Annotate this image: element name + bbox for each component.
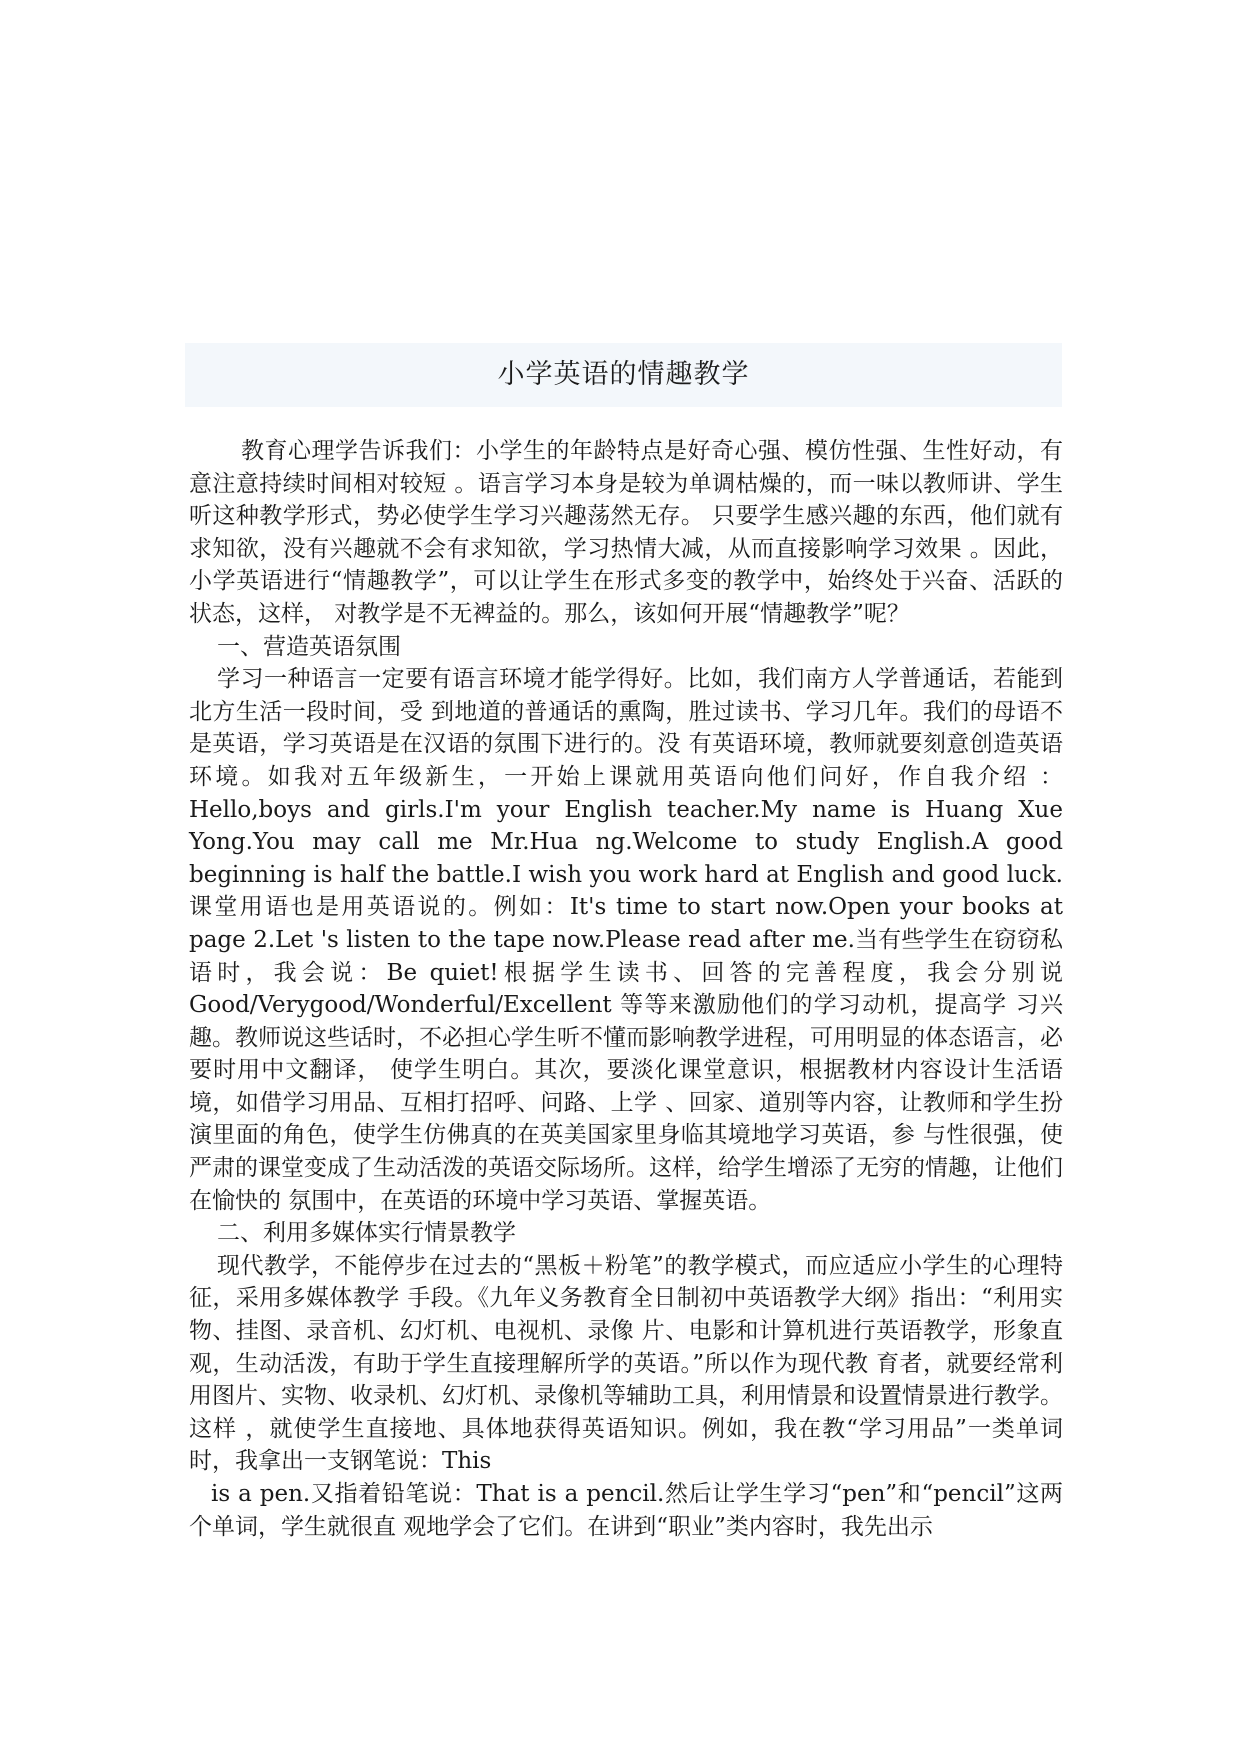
paragraph-section-2: 现代教学，不能停步在过去的“黑板＋粉笔”的教学模式，而应适应小学生的心理特征，采用多媒体教学 手段。《九年义务教育全日制初中英语教学大纲》指出：“利用实物、挂图、录音机、幻灯机、电视机、录像 片、电影和计算机进行英语教学，形象直观，生动活泼，有助于学生直接理解所学的英语。”所以作为现代教 育者，就要经常利用图片、实物、收录机、幻灯机、录像机等辅助工具，利用情景和设置情景进行教学。这样 ，就使学生直接地、具体地获得英语知识。例如，我在教“学习用品”一类单词时，我拿出一支钢笔说：This xyxy=(189,1252,1063,1475)
paragraph-section-1: 学习一种语言一定要有语言环境才能学得好。比如，我们南方人学普通话，若能到北方生活一段时间，受 到地道的普通话的熏陶，胜过读书、学习几年。我们的母语不是英语，学习英语是在汉语的氛围下进行的。没 有英语环境，教师就要刻意创造英语环境。如我对五年级新生，一开始上课就用英语向他们问好，作自我介绍 ：Hello,boys and girls.I'm your English teacher.My name is Huang Xue Yong.You may call me Mr.Hua ng.Welcome to study English.A good beginning is half the battle.I wish you work hard at English and good luck.课堂用语也是用英语说的。例如：It's time to start now.Open your books at page 2.Let 's listen to the tape now.Please read after me.当有些学生在窃窃私语时，我会说：Be quiet!根据学生读书、回答的完善程度，我会分别说 Good/Verygood/Wonderful/Excellent 等等来激励他们的学习动机，提高学 习兴趣。教师说这些话时，不必担心学生听不懂而影响教学进程，可用明显的体态语言，必要时用中文翻译， 使学生明白。其次，要淡化课堂意识，根据教材内容设计生活语境，如借学习用品、互相打招呼、问路、上学 、回家、道别等内容，让教师和学生扮演里面的角色，使学生仿佛真的在英美国家里身临其境地学习英语，参 与性很强，使严肃的课堂变成了生动活泼的英语交际场所。这样，给学生增添了无穷的情趣，让他们在愉快的 氛围中，在英语的环境中学习英语、掌握英语。 xyxy=(189,666,1063,1214)
page-title: 小学英语的情趣教学 xyxy=(497,359,750,390)
section-heading-1: 一、营造英语氛围 xyxy=(217,633,401,660)
paragraph-intro: 教育心理学告诉我们：小学生的年龄特点是好奇心强、模仿性强、生性好动，有意注意持续时间相对较短 。语言学习本身是较为单调枯燥的，而一味以教师讲、学生听这种教学形式，势必使学生学习兴趣荡然无存。 只要学生感兴趣的东西，他们就有求知欲，没有兴趣就不会有求知欲，学习热情大减，从而直接影响学习效果 。因此，小学英语进行“情趣教学”，可以让学生在形式多变的教学中，始终处于兴奋、活跃的状态，这样， 对教学是不无裨益的。那么，该如何开展“情趣教学”呢？ xyxy=(189,438,1063,627)
paragraph-section-2-continued: is a pen.又指着铅笔说：That is a pencil.然后让学生学习“pen”和“pencil”这两个单词，学生就很直 观地学会了它们。在讲到“职业”类内容时，我先出示 xyxy=(189,1481,1063,1540)
section-heading-2: 二、利用多媒体实行情景教学 xyxy=(217,1220,516,1247)
document-body xyxy=(189,435,1063,1543)
